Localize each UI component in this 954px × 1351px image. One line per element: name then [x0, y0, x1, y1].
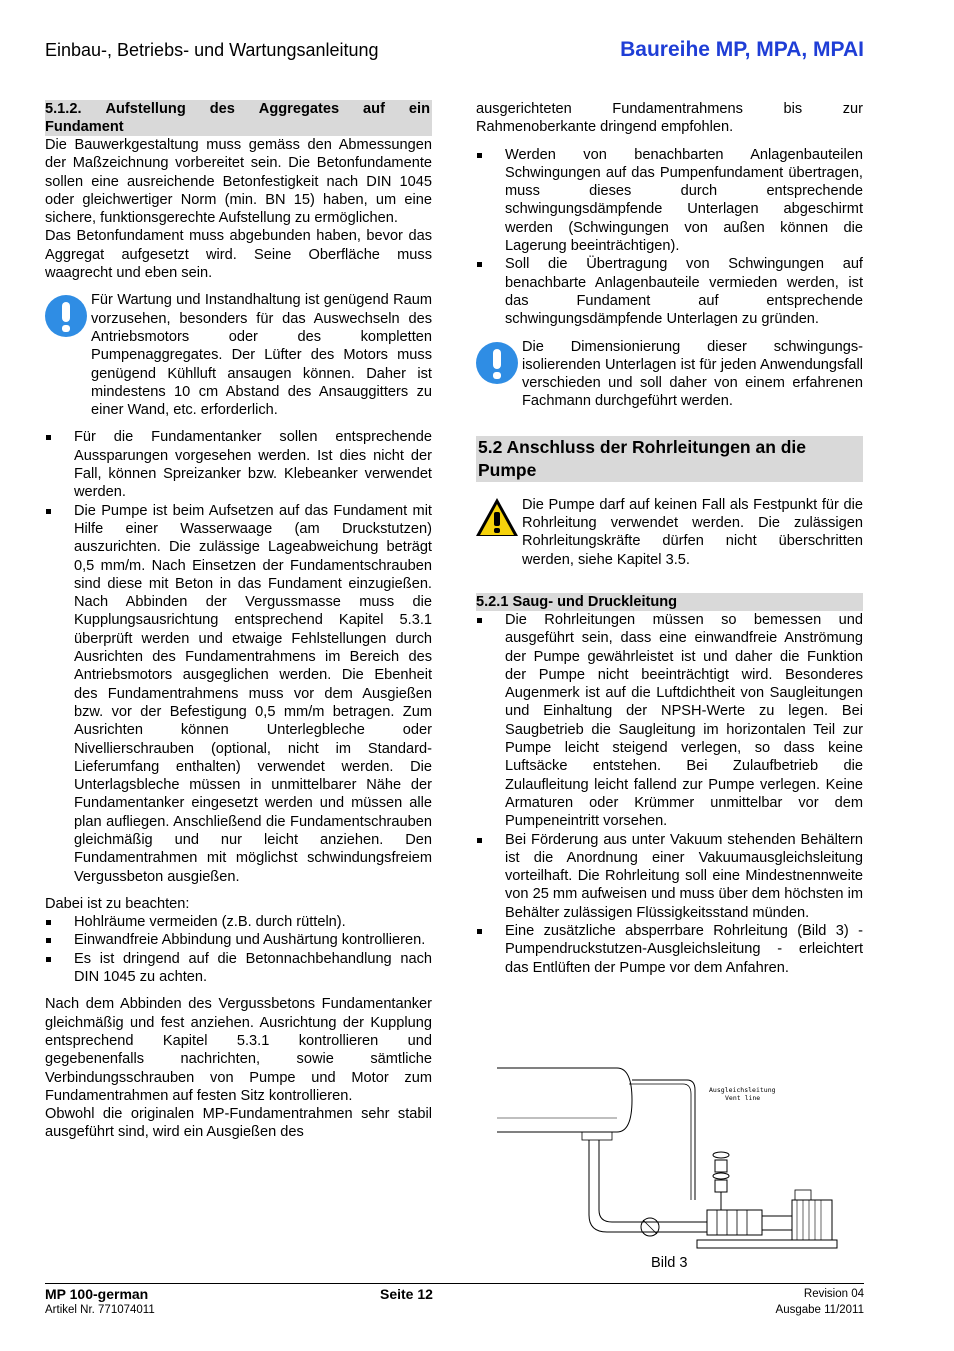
footer-document-name: MP 100-german [45, 1286, 149, 1302]
info-note [45, 291, 432, 419]
warning-triangle-icon [476, 496, 522, 569]
info-note-text: Die Dimensionierung dieser schwingungs-isolierenden Unterlagen ist für jeden Anwendungsfall verschieden und soll daher von einem erfahrenen Fachmann durchgeführt werden. [522, 338, 863, 410]
paragraph: Obwohl die originalen MP-Fundamentrahmen sehr stabil ausgeführt sind, wird ein Ausgießen des [45, 1106, 432, 1141]
left-column [45, 100, 432, 1142]
bullet-list [45, 428, 432, 885]
list-item: Die Pumpe ist beim Aufsetzen auf das Fundament mit Hilfe einer Wasserwaage (am Druckstutzen) auszurichten. Die zulässige Lageabweichung beträgt 0,5 mm/m. Nach Einsetzen der Fundamentschrauben sind diese mit Beton in das Fundament einzugießen. Nach Abbinden der Vergussmasse muss die Kupplungsausrichtung entsprechend Kapitel 5.3.1 überprüft werden und etwaige Fehlstellungen durch Ausrichten des Fundamentrahmens im Bereich des Antriebsmotors ausgeglichen werden. Die Ebenheit des Fundamentrahmens muss vor dem Ausgießen bzw. vor der Befestigung 0,5 mm/m betragen. Zum Ausrichten können Unterlegbleche oder Nivellierschrauben (optional, nicht im Standard-Lieferumfang enthalten) verwendet werden. Die Unterlagsbleche müssen in unmittelbarer Nähe der Fundamentanker eingesetzt werden und müssen alle plan aufliegen. Anschließend die Fundamentschrauben gleichmäßig und nur leicht anziehen. Den Fundamentrahmen mit möglichst schwindungsfreiem Vergussbeton ausgießen. [45, 502, 432, 886]
footer-page-number: Seite 12 [380, 1286, 433, 1302]
paragraph: Die Bauwerkgestaltung muss gemäss den Abmessungen der Maßzeichnung vorbereitet sein. Die Betonfundamente sollen eine ausreichende Betonfestigkeit nach DIN 1045 oder gleichwertiger Norm (min. BN 15) haben, um eine sichere, funktionsgerechte Aufstellung zu ermöglichen. [45, 137, 432, 227]
footer-edition: Ausgabe 11/2011 [775, 1304, 864, 1316]
section-heading-5-2: 5.2 Anschluss der Rohrleitungen an die Pumpe [476, 436, 863, 482]
footer-divider [45, 1283, 864, 1284]
info-note [476, 338, 863, 411]
bullet-list [476, 146, 863, 329]
info-note-text: Für Wartung und Instandhaltung ist genügend Raum vorzusehen, besonders für das Auswechseln des Antriebsmotors oder des kompletten Pumpenaggregates. Der Lüfter des Motors muss genügend Kühlluft ansaugen können. Daher ist mindestens 10 cm Abstand des Ansauggitters zu einer Wand, etc. erforderlich. [91, 292, 432, 419]
list-item: Soll die Übertragung von Schwingungen auf benachbarte Anlagenbauteile vermieden werden, ist das Fundament auf entsprechende schwingungsdämpfende Unterlagen zu gründen. [476, 255, 863, 328]
figure-label-vent-line-en: Vent line [725, 1094, 761, 1102]
pump-installation-diagram [497, 1060, 842, 1255]
figure-caption: Bild 3 [651, 1255, 688, 1271]
info-exclamation-icon [45, 291, 91, 419]
footer-article-number: Artikel Nr. 771074011 [45, 1304, 155, 1316]
right-column [476, 100, 863, 977]
bullet-list [45, 913, 432, 986]
list-item: Einwandfreie Abbindung und Aushärtung kontrollieren. [45, 931, 432, 949]
section-heading-5-1-2: 5.1.2. Aufstellung des Aggregates auf ein Fundament [45, 101, 430, 135]
bullet-list [476, 611, 863, 977]
paragraph: ausgerichteten Fundamentrahmens bis zur Rahmenoberkante dringend empfohlen. [476, 101, 863, 136]
list-item: Eine zusätzliche absperrbare Rohrleitung (Bild 3) - Pumpendruckstutzen-Ausgleichsleitung - erleichtert das Entlüften der Pumpe vor dem Anfahren. [476, 922, 863, 977]
figure-label-vent-line-de: Ausgleichsleitung [709, 1086, 776, 1094]
list-item: Hohlräume vermeiden (z.B. durch rütteln). [45, 913, 432, 931]
header-title: Einbau-, Betriebs- und Wartungsanleitung [45, 40, 379, 60]
pump-diagram-svg [497, 1060, 842, 1255]
paragraph: Das Betonfundament muss abgebunden haben, bevor das Aggregat aufgesetzt wird. Seine Oberfläche muss waagrecht und eben sein. [45, 228, 432, 282]
footer-revision: Revision 04 [803, 1288, 864, 1300]
paragraph: Dabei ist zu beachten: [45, 895, 190, 912]
warning-note-text: Die Pumpe darf auf keinen Fall als Festpunkt für die Rohrleitung verwendet werden. Die zulässigen Rohrleitungskräfte dürfen nicht überschritten werden, siehe Kapitel 3.5. [522, 496, 863, 568]
list-item: Für die Fundamentanker sollen entsprechende Aussparungen vorgesehen werden. Ist dies nicht der Fall, können Spreizanker bzw. Klebeanker verwendet werden. [45, 428, 432, 501]
header-series: Baureihe MP, MPA, MPAI [620, 38, 864, 61]
list-item: Es ist dringend auf die Betonnachbehandlung nach DIN 1045 zu achten. [45, 950, 432, 987]
warning-note [476, 496, 863, 569]
list-item: Die Rohrleitungen müssen so bemessen und ausgeführt sein, dass eine einwandfreie Anströmung der Pumpe gewährleistet ist und daher die Funktion der Pumpe nicht beeinträchtigt wird. Besonderes Augenmerk ist auf die Luftdichtheit von Saugleitungen und Einhaltung der NPSH-Werte zu legen. Bei Saugbetrieb die Saugleitung im horizontalen Teil zur Pumpe leicht steigend verlegen, so dass keine Luftsäcke entstehen. Bei Zulaufbetrieb die Zulaufleitung leicht fallend zur Pumpe verlegen. Keine Armaturen oder Krümmer unmittelbar vor dem Pumpeneintritt vorsehen. [476, 611, 863, 831]
list-item: Bei Förderung aus unter Vakuum stehenden Behältern ist die Anordnung einer Vakuumausgleichsleitung vorteilhaft. Die Rohrleitung soll eine Mindestnennweite von 25 mm aufweisen und muss über dem höchsten im Behälter zulässigen Flüssigkeitsstand münden. [476, 831, 863, 922]
list-item: Werden von benachbarten Anlagenbauteilen Schwingungen auf das Pumpenfundament übertragen, muss dieses durch entsprechende schwingungsdämpfende Unterlagen abgeschirmt werden (Schwingungen von außen können die Lagerung beeinträchtigen). [476, 146, 863, 256]
paragraph: Nach dem Abbinden des Vergussbetons Fundamentanker gleichmäßig und fest anziehen. Ausrichtung der Kupplung entsprechend Kapitel 5.3.1 kontrollieren und gegebenenfalls nachrichten, sowie sämtliche Verbindungsschrauben von Pumpe und Motor zum Fundamentrahmen auf festen Sitz kontrollieren. [45, 996, 432, 1104]
info-exclamation-icon [476, 338, 522, 411]
subsection-heading-5-2-1: 5.2.1 Saug- und Druckleitung [476, 593, 863, 611]
